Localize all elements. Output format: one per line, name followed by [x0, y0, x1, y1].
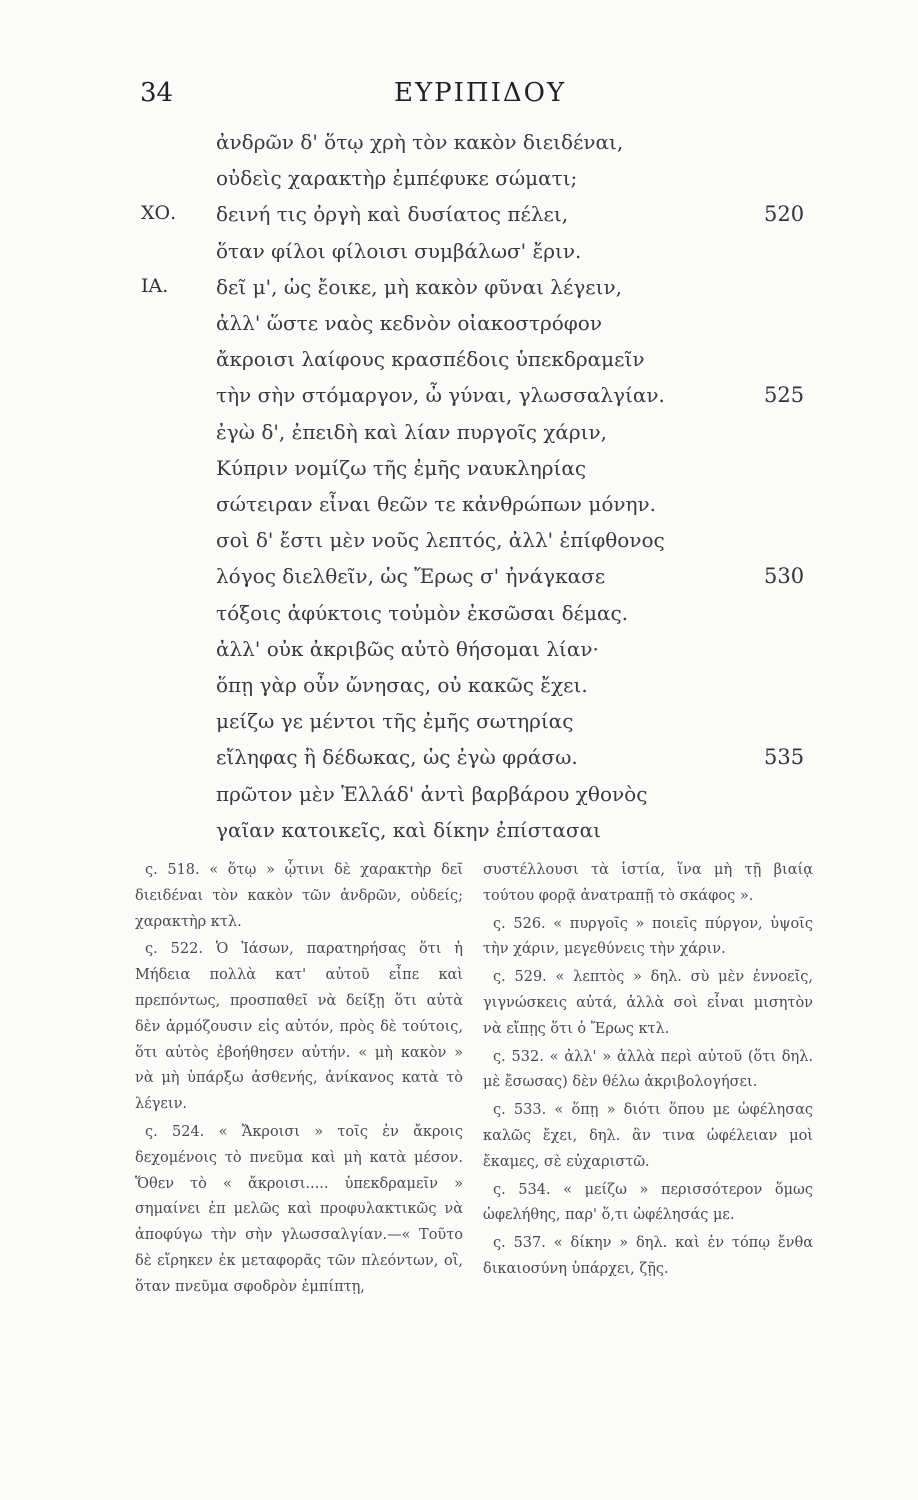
- note-text: « πυργοῖς » ποιεῖς πύργον, ὑψοῖς τὴν χάριν, μεγεθύνεις τὴν χάριν.: [483, 915, 813, 958]
- verse-line: [0, 492, 918, 528]
- line-number: 520: [764, 202, 805, 227]
- note-text: « ἀλλ' » ἀλλὰ περὶ αὐτοῦ (ὅτι δηλ. μὲ ἔσωσας) δὲν θέλω ἀκριβολογήσει.: [483, 1048, 814, 1091]
- verse-line: [0, 818, 918, 854]
- verse-line-text: δεῖ μ', ὡς ἔοικε, μὴ κακὸν φῦναι λέγειν,: [216, 274, 623, 299]
- verse-line-text: γαῖαν κατοικεῖς, καὶ δίκην ἐπίστασαι: [216, 817, 601, 842]
- verse-line-text: μείζω γε μέντοι τῆς ἐμῆς σωτηρίας: [216, 709, 574, 734]
- note-text: « ὅτῳ » ᾧτινι δὲ χαρακτὴρ δεῖ διειδέναι τὸν κακὸν τῶν ἀνδρῶν, οὐδείς; χαρακτὴρ κτλ.: [135, 862, 463, 930]
- note-reference: ς. 524.: [145, 1123, 205, 1140]
- commentary-note: [135, 1120, 463, 1301]
- verse-line: [0, 456, 918, 492]
- commentary-note: [483, 1231, 813, 1283]
- verse-line-text: εἴληφας ἢ δέδωκας, ὡς ἐγὼ φράσω.: [216, 745, 578, 770]
- verse-line-text: σοὶ δ' ἔστι μὲν νοῦς λεπτός, ἀλλ' ἐπίφθονος: [216, 528, 665, 553]
- running-title: ΕΥΡΙΠΙΔΟΥ: [394, 78, 567, 108]
- verse-line-text: ἀνδρῶν δ' ὅτῳ χρὴ τὸν κακὸν διειδέναι,: [216, 130, 624, 154]
- verse-line-text: ἀλλ' οὐκ ἀκριβῶς αὐτὸ θήσομαι λίαν·: [216, 636, 599, 661]
- commentary-right-column: [483, 858, 813, 1285]
- verse-line: [0, 601, 918, 637]
- verse-line: [0, 347, 918, 383]
- speaker-label: ΧΟ.: [141, 202, 177, 225]
- verse-line: [0, 239, 918, 275]
- commentary-note: [135, 937, 463, 1118]
- verse-line-text: Κύπριν νομίζω τῆς ἐμῆς ναυκληρίας: [216, 455, 587, 480]
- verse-line-text: ἀλλ' ὥστε ναὸς κεδνὸν οἰακοστρόφον: [216, 311, 602, 335]
- verse-line: [0, 275, 918, 311]
- note-text: « δίκην » δηλ. καὶ ἐν τόπῳ ἔνθα δικαιοσύνη ὑπάρχει, ζῇς.: [483, 1235, 814, 1277]
- note-text: « ὅπῃ » διότι ὅπου με ὠφέλησας καλῶς ἔχει, δηλ. ἂν τινα ὠφέλειαν μοὶ ἔκαμες, σὲ εὐχαριστῶ.: [483, 1102, 814, 1170]
- verse-line-text: ὅπῃ γὰρ οὖν ὤνησας, οὐ κακῶς ἔχει.: [216, 673, 588, 697]
- verse-line: [0, 383, 918, 419]
- speaker-label: ΙΑ.: [141, 274, 169, 297]
- commentary-note: [483, 858, 813, 910]
- note-reference: ς. 518.: [145, 862, 200, 878]
- line-number: 525: [764, 383, 805, 408]
- verse-line: [0, 709, 918, 745]
- note-reference: ς. 534.: [493, 1181, 551, 1198]
- page-number: 34: [140, 78, 174, 108]
- note-reference: ς. 533.: [493, 1102, 547, 1119]
- note-text: συστέλλουσι τὰ ἱστία, ἵνα μὴ τῇ βιαίᾳ τούτου φορᾷ ἀνατραπῇ τὸ σκάφος ».: [483, 862, 813, 904]
- commentary-left-column: [135, 858, 463, 1303]
- line-number: 535: [764, 745, 805, 770]
- note-reference: ς. 526.: [493, 915, 546, 932]
- verse-line-text: ὅταν φίλοι φίλοισι συμβάλωσ' ἔριν.: [216, 238, 582, 263]
- note-text: « μείζω » περισσότερον ὅμως ὠφελήθης, παρ' ὅ,τι ὠφέλησάς με.: [483, 1181, 813, 1224]
- verse-line: [0, 673, 918, 709]
- line-number: 530: [764, 564, 805, 589]
- verse-line: [0, 130, 918, 166]
- verse-line-text: οὐδεὶς χαρακτὴρ ἐμπέφυκε σώματι;: [216, 166, 578, 191]
- verse-line: [0, 202, 918, 238]
- note-reference: ς. 522.: [145, 941, 203, 958]
- commentary-note: [483, 965, 813, 1042]
- note-text: « Ἄκροισι » τοῖς ἐν ἄκροις δεχομένοις τὸ πνεῦμα καὶ μὴ κατὰ μέσον. Ὅθεν τὸ « ἄκροισι..... ὑπεκδραμεῖν » σημαίνει ἐπ μελῶς καὶ προφυλακτικῶς νὰ ἀποφύγω τὴν σὴν γλωσσαλγίαν.—« Τοῦτο δὲ εἴρηκεν ἐκ μεταφορᾶς τῶν πλεόντων, οἳ, ὅταν πνεῦμα σφοδρὸν ἐμπίπτῃ,: [135, 1123, 463, 1295]
- verse-line-text: λόγος διελθεῖν, ὡς Ἔρως σ' ἠνάγκασε: [216, 564, 606, 589]
- verse-line-text: τόξοις ἀφύκτοις τοὐμὸν ἐκσῶσαι δέμας.: [216, 600, 629, 625]
- commentary-note: [483, 912, 813, 964]
- verse-line: [0, 528, 918, 564]
- commentary-note: [483, 1098, 813, 1175]
- commentary-note: [483, 1045, 813, 1097]
- verse-line: [0, 782, 918, 818]
- verse-line-text: ἄκροισι λαίφους κρασπέδοις ὑπεκδραμεῖν: [216, 347, 645, 372]
- verse-line-text: ἐγὼ δ', ἐπειδὴ καὶ λίαν πυργοῖς χάριν,: [216, 419, 608, 444]
- note-text: « λεπτὸς » δηλ. σὺ μὲν ἐννοεῖς, γιγνώσκεις αὐτά, ἀλλὰ σοὶ εἶναι μισητὸν νὰ εἴπῃς ὅτι ὁ Ἔρως κτλ.: [483, 969, 813, 1037]
- note-reference: ς. 529.: [493, 969, 547, 986]
- note-reference: ς. 532.: [493, 1048, 544, 1065]
- verse-line: [0, 311, 918, 347]
- commentary-note: [135, 858, 463, 935]
- verse-line: [0, 564, 918, 600]
- verse-line-text: πρῶτον μὲν Ἑλλάδ' ἀντὶ βαρβάρου χθονὸς: [216, 781, 648, 806]
- verse-line: [0, 745, 918, 781]
- note-reference: ς. 537.: [493, 1235, 546, 1252]
- note-text: Ὁ Ἰάσων, παρατηρήσας ὅτι ἡ Μήδεια πολλὰ κατ' αὐτοῦ εἶπε καὶ πρεπόντως, προσπαθεῖ νὰ δείξῃ ὅτι αὐτὰ δὲν ἁρμόζουσιν εἰς αὐτόν, πρὸς δὲ τούτοις, ὅτι αὐτὸς ἐβοήθησεν αὐτήν. « μὴ κακὸν » νὰ μὴ ὑπάρξω ἀσθενής, ἀνίκανος κατὰ τὸ λέγειν.: [135, 941, 463, 1113]
- commentary-note: [483, 1178, 813, 1230]
- verse-line: [0, 166, 918, 202]
- verse-line: [0, 420, 918, 456]
- verse-line-text: σώτειραν εἶναι θεῶν τε κἀνθρώπων μόνην.: [216, 492, 657, 516]
- verse-line: [0, 637, 918, 673]
- verse-line-text: τὴν σὴν στόμαργον, ὦ γύναι, γλωσσαλγίαν.: [216, 383, 665, 408]
- verse-line-text: δεινή τις ὀργὴ καὶ δυσίατος πέλει,: [216, 202, 569, 227]
